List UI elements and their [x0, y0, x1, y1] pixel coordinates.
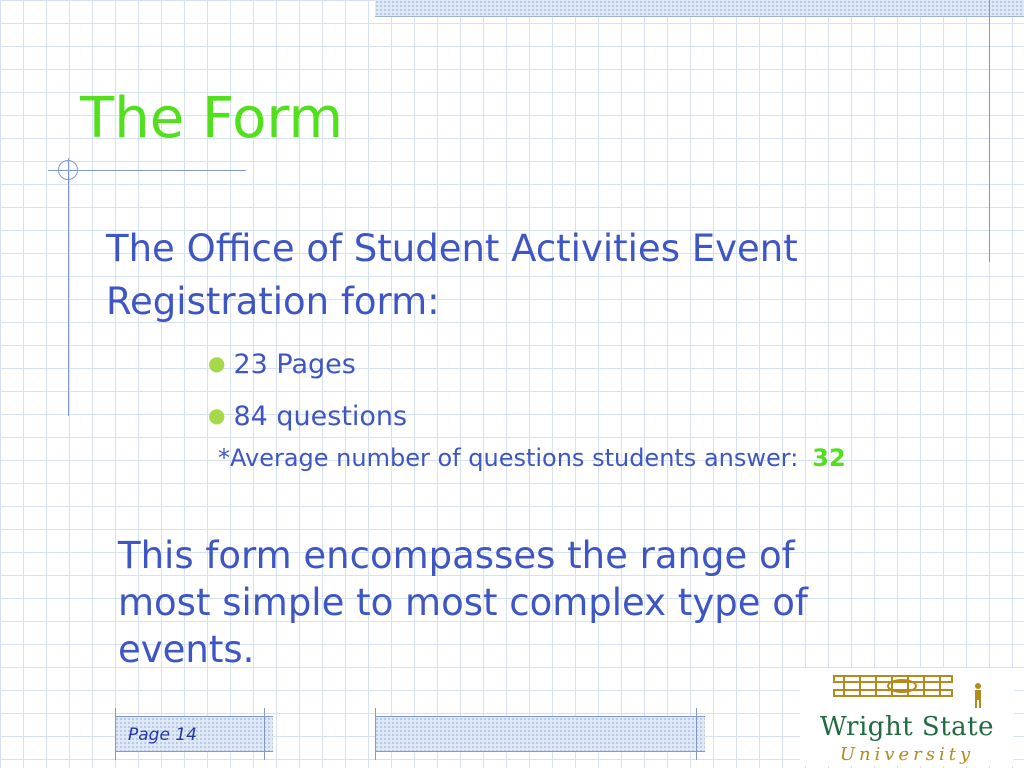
logo-name-line2: University [839, 744, 975, 765]
average-questions-note [218, 444, 846, 472]
wright-state-logo [800, 668, 1014, 766]
note-value: 32 [812, 444, 846, 472]
top-decorative-band [375, 0, 1024, 17]
wright-flyer-icon [830, 670, 990, 710]
slide-title: The Form [80, 86, 344, 151]
bullet-item [208, 338, 407, 390]
footer-tick [115, 708, 116, 760]
bullet-text: 23 Pages [233, 349, 356, 380]
right-vertical-rule [989, 0, 990, 262]
bullet-dot-icon: ● [208, 403, 226, 427]
note-label: *Average number of questions students answer: [218, 444, 799, 472]
bullet-list [208, 338, 407, 442]
bullet-item [208, 390, 407, 442]
footer-center-box [375, 716, 705, 752]
footer-tick [264, 708, 265, 760]
left-vertical-rule [68, 158, 69, 416]
logo-name-line1: Wright State [820, 712, 994, 742]
footer-tick [696, 708, 697, 760]
page-number-label: Page 14 [128, 725, 197, 745]
bullet-text: 84 questions [233, 401, 408, 432]
slide-heading: The Office of Student Activities Event Registration form: [106, 227, 798, 323]
bullet-dot-icon: ● [208, 351, 226, 375]
footer-tick [375, 708, 376, 760]
slide-body-text: This form encompasses the range of most simple to most complex type of events. [118, 534, 808, 671]
crosshair-ornament [58, 160, 78, 180]
